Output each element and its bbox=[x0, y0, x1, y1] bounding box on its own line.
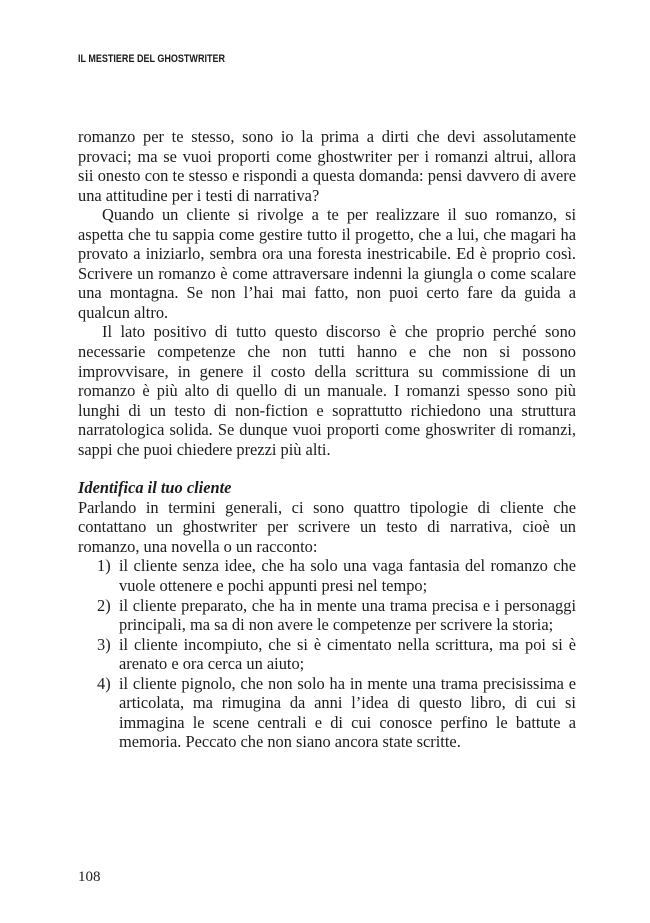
list-item-number: 1) bbox=[97, 556, 111, 576]
paragraph: Quando un cliente si rivolge a te per realizzare il suo romanzo, si aspetta che tu sappia come gestire tutto il progetto, che a lui, che magari ha provato a iniziarlo, sembra ora una foresta inestricabile. Ed è proprio così. Scrivere un romanzo è come attraversare indenni la giungla o come scalare una montagna. Se non l’hai mai fatto, non puoi certo fare da guida a qualcun altro. bbox=[78, 205, 576, 322]
paragraph: Il lato positivo di tutto questo discorso è che proprio perché sono necessarie competenze che non tutti hanno e che non si possono improvvisare, in genere il costo della scrittura su commissione di un romanzo è più alto di quello di un manuale. I romanzi spesso sono più lunghi di un testo di non-fiction e soprattutto richiedono una struttura narratologica solida. Se dunque vuoi proporti come ghoswriter di romanzi, sappi che puoi chiedere prezzi più alti. bbox=[78, 322, 576, 459]
list-item bbox=[78, 556, 576, 595]
list-item-number: 2) bbox=[97, 595, 111, 615]
running-head: IL MESTIERE DEL GHOSTWRITER bbox=[78, 53, 226, 65]
list-item-text: il cliente pignolo, che non solo ha in mente una trama precisissima e articolata, ma rimugina da anni l’idea di questo libro, di cui si immagina le scene centrali e di cui conosce perfino le battute a memoria. Peccato che non siano ancora state scritte. bbox=[119, 673, 576, 752]
list-item bbox=[78, 596, 576, 635]
list-item-number: 4) bbox=[97, 673, 111, 693]
page-number: 108 bbox=[78, 869, 101, 885]
list-item-number: 3) bbox=[97, 634, 111, 654]
section-intro: Parlando in termini generali, ci sono quattro tipologie di cliente che contattano un ghostwriter per scrivere un testo di narrativa, cioè un romanzo, una novella o un racconto: bbox=[78, 497, 576, 556]
list-item-text: il cliente incompiuto, che si è cimentato nella scrittura, ma poi si è arenato e ora cerca un aiuto; bbox=[119, 634, 576, 674]
section-heading: Identifica il tuo cliente bbox=[78, 478, 232, 498]
client-type-list bbox=[78, 556, 576, 751]
list-item-text: il cliente preparato, che ha in mente una trama precisa e i personaggi principali, ma sa di non avere le competenze per scrivere la storia; bbox=[119, 595, 576, 635]
list-item-text: il cliente senza idee, che ha solo una vaga fantasia del romanzo che vuole ottenere e pochi appunti presi nel tempo; bbox=[119, 556, 576, 596]
list-item bbox=[78, 674, 576, 752]
body-text bbox=[78, 127, 576, 752]
paragraph-continuation: romanzo per te stesso, sono io la prima a dirti che devi assolutamente provaci; ma se vuoi proporti come ghostwriter per i romanzi altrui, allora sii onesto con te stesso e rispondi a questa domanda: pensi davvero di avere una attitudine per i testi di narrativa? bbox=[78, 127, 576, 205]
list-item bbox=[78, 635, 576, 674]
